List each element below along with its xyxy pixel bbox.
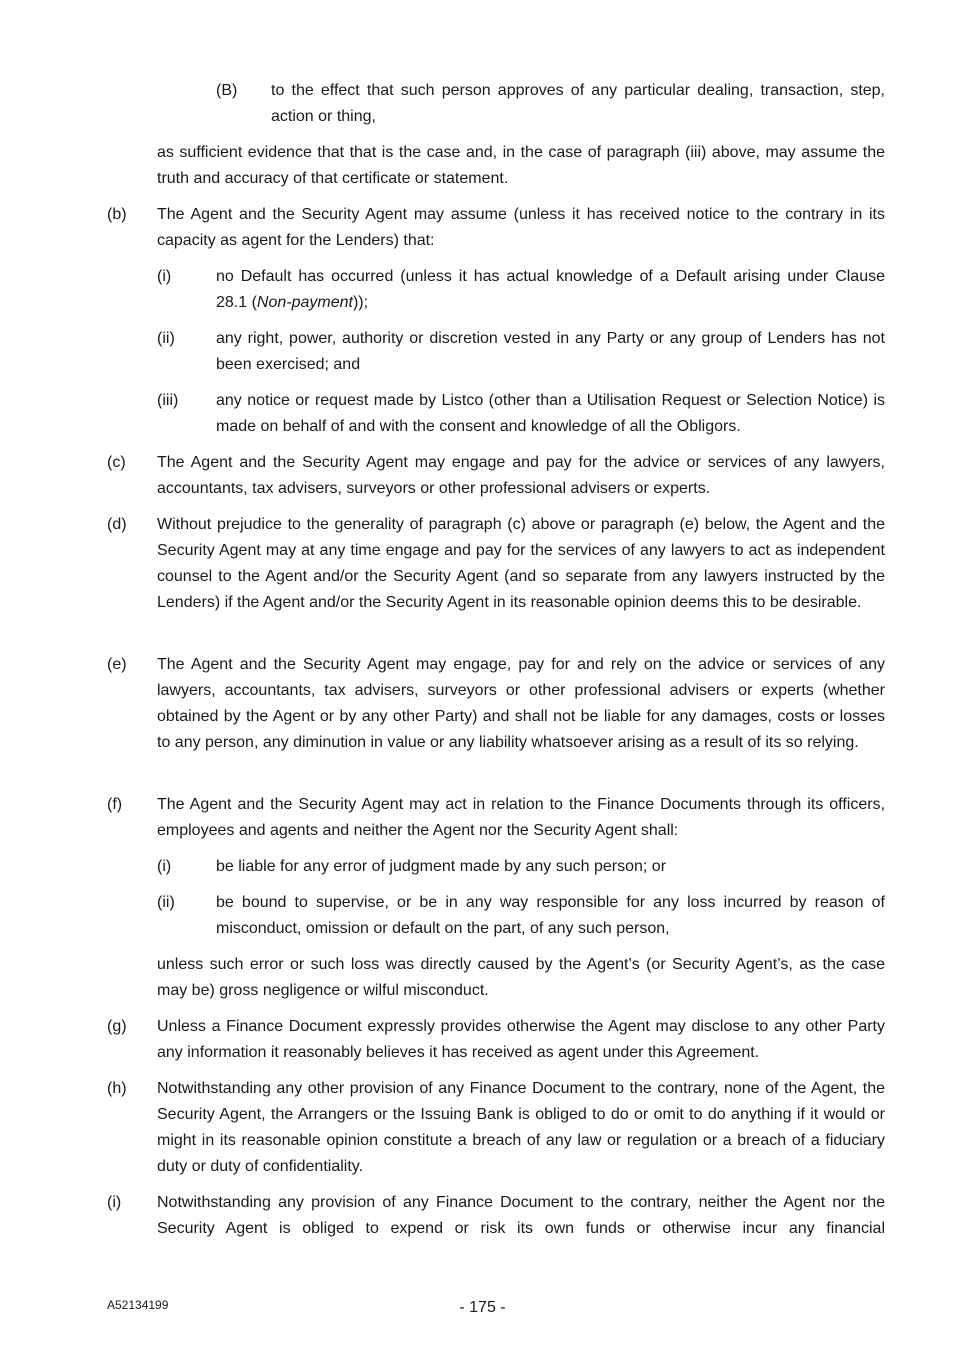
- paragraph-text: The Agent and the Security Agent may engage, pay for and rely on the advice or services of any lawyers, accountants, tax advisers, surveyors or other professional advisers or experts (whether obtained by the Agent or by any other Party) and shall not be liable for any damages, costs or losses to any person, any diminution in value or any liability whatsoever arising as a result of its so relying.: [157, 656, 885, 751]
- item-text: [216, 264, 885, 316]
- item-text: any right, power, authority or discretion vested in any Party or any group of Lenders has not been exercised; and: [216, 330, 885, 373]
- document-id: A52134199: [107, 1298, 169, 1312]
- item-text: be liable for any error of judgment made by any such person; or: [216, 858, 667, 875]
- page-number: - 175 -: [459, 1299, 506, 1316]
- paragraph-text: Notwithstanding any other provision of any Finance Document to the contrary, none of the Agent, the Security Agent, the Arrangers or the Issuing Bank is obliged to do or omit to do anything if it would or might in its reasonable opinion constitute a breach of any law or regulation or a breach of a fiduciary duty or duty of confidentiality.: [157, 1080, 885, 1175]
- paragraph-text: The Agent and the Security Agent may act in relation to the Finance Documents through its officers, employees and agents and neither the Agent nor the Security Agent shall:: [157, 796, 885, 839]
- paragraph-f-tail: unless such error or such loss was directly caused by the Agent’s (or Security Agent’s, as the case may be) gross negligence or wilful misconduct.: [157, 956, 885, 999]
- clause-title: Non-payment: [256, 294, 353, 311]
- paragraph-text: Unless a Finance Document expressly provides otherwise the Agent may disclose to any other Party any information it reasonably believes it has received as agent under this Agreement.: [157, 1018, 885, 1061]
- item-label: (ii): [157, 894, 175, 911]
- item-label: (ii): [157, 330, 175, 347]
- item-text: be bound to supervise, or be in any way responsible for any loss incurred by reason of misconduct, omission or default on the part, of any such person,: [216, 894, 885, 937]
- item-label: (i): [157, 858, 172, 875]
- paragraph-label: (c): [107, 454, 126, 471]
- paragraph-text: Notwithstanding any provision of any Finance Document to the contrary, neither the Agent nor the Security Agent is obliged to expend or risk its own funds or otherwise incur any financial: [157, 1194, 885, 1237]
- paragraph-label: (i): [107, 1194, 122, 1211]
- subparagraph-text: to the effect that such person approves of any particular dealing, transaction, step, action or thing,: [271, 82, 885, 125]
- paragraph-label: (f): [107, 796, 123, 813]
- paragraph-text: Without prejudice to the generality of paragraph (c) above or paragraph (e) below, the Agent and the Security Agent may at any time engage and pay for the services of any lawyers to act as independent counsel to the Agent and/or the Security Agent (and so separate from any lawyers instructed by the Lenders) if the Agent and/or the Security Agent in its reasonable opinion deems this to be desirable.: [157, 516, 885, 611]
- item-label: (i): [157, 268, 172, 285]
- paragraph-label: (h): [107, 1080, 127, 1097]
- paragraph-text: The Agent and the Security Agent may assume (unless it has received notice to the contrary in its capacity as agent for the Lenders) that:: [157, 206, 885, 249]
- paragraph-tail-a: as sufficient evidence that that is the case and, in the case of paragraph (iii) above, may assume the truth and accuracy of that certificate or statement.: [157, 144, 885, 187]
- paragraph-label: (g): [107, 1018, 127, 1035]
- item-text-part: ));: [352, 294, 369, 311]
- paragraph-label: (e): [107, 656, 127, 673]
- paragraph-label: (d): [107, 516, 127, 533]
- item-text-part: no Default has occurred (unless it has actual knowledge of a Default arising under Clause 28.1 (: [216, 268, 885, 311]
- item-label: (iii): [157, 392, 179, 409]
- paragraph-text: The Agent and the Security Agent may engage and pay for the advice or services of any lawyers, accountants, tax advisers, surveyors or other professional advisers or experts.: [157, 454, 885, 497]
- subparagraph-label: (B): [216, 82, 238, 99]
- item-text: any notice or request made by Listco (other than a Utilisation Request or Selection Notice) is made on behalf of and with the consent and knowledge of all the Obligors.: [216, 392, 885, 435]
- paragraph-label: (b): [107, 206, 127, 223]
